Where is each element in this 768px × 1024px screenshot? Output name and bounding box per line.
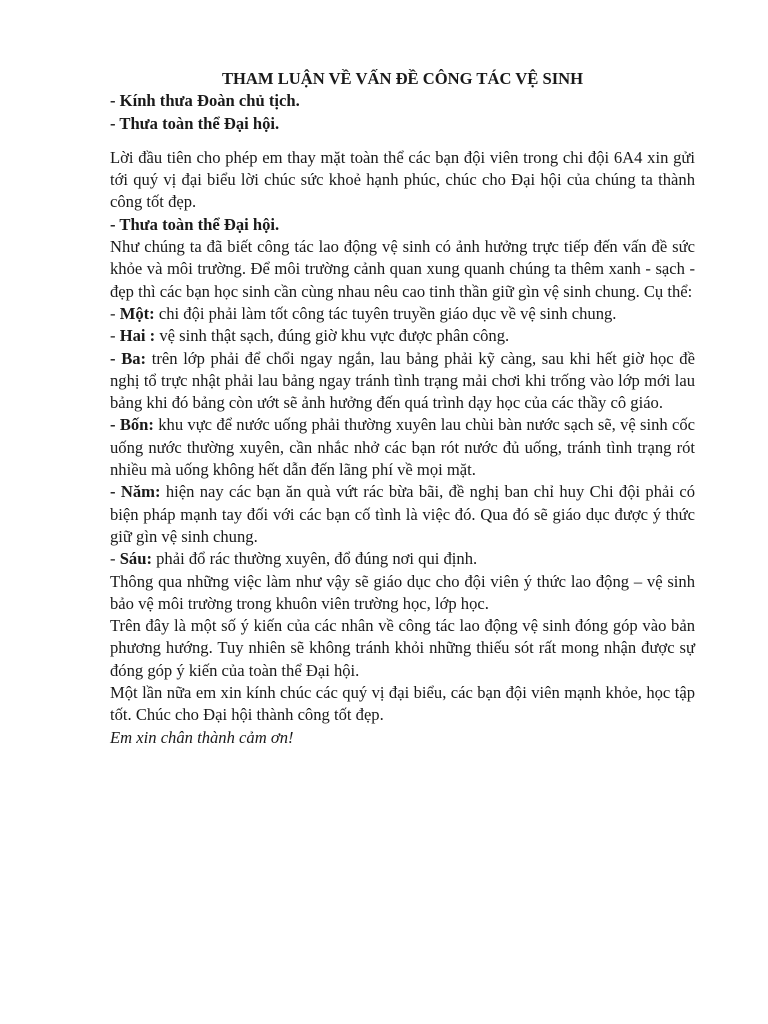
- greeting-congress-2: - Thưa toàn thể Đại hội.: [110, 214, 280, 234]
- body-paragraph-2: Thông qua những việc làm như vậy sẽ giáo dục cho đội viên ý thức lao động – vệ sinh bảo vệ môi trường trong khuôn viên trường học, lớp học.: [110, 571, 695, 613]
- list-item: - Năm: hiện nay các bạn ăn quà vứt rác bừa bãi, đề nghị ban chỉ huy Chi đội phải có biện pháp mạnh tay đối với các bạn cố tình là việc đó. Qua đó sẽ giáo dục được ý thức giữ gìn vệ sinh chung.: [110, 482, 695, 546]
- list-item-text: phải đổ rác thường xuyên, đổ đúng nơi qui định.: [151, 549, 478, 569]
- list-item-label: Ba:: [121, 348, 147, 368]
- list-item-label: Sáu:: [119, 549, 152, 569]
- list-item: - Ba: trên lớp phải để chổi ngay ngắn, lau bảng phải kỹ càng, sau khi hết giờ học đề nghị tổ trực nhật phải lau bảng ngay tránh tình trạng mải chơi khi trống vào lớp mới lau bảng khi đó bảng còn ướt sẽ ảnh hưởng đến quá trình dạy học của các thầy cô giáo.: [110, 348, 695, 413]
- list-item-text: khu vực để nước uống phải thường xuyên lau chùi bàn nước sạch sẽ, vệ sinh cốc uống nước thường xuyên, cần nhắc nhở các bạn rót nước đủ uống, tránh tình trạng rót nhiều mà uống không hết dẫn đến lãng phí về mọi mặt.: [110, 415, 695, 480]
- document-title: THAM LUẬN VỀ VẤN ĐỀ CÔNG TÁC VỆ SINH: [221, 69, 584, 88]
- body-paragraph-3: Trên đây là một số ý kiến của các nhân về công tác lao động vệ sinh đóng góp vào bản phương hướng. Tuy nhiên sẽ không tránh khỏi những thiếu sót rất mong nhận được sự đóng góp ý kiến của toàn thể Đại hội.: [110, 616, 695, 680]
- list-item-text: vệ sinh thật sạch, đúng giờ khu vực được phân công.: [155, 326, 510, 346]
- list-item-label: Bốn:: [119, 415, 154, 435]
- list-item-label: Năm:: [120, 482, 161, 502]
- list-item: - Hai : vệ sinh thật sạch, đúng giờ khu vực được phân công.: [110, 326, 510, 346]
- list-item-label: Một:: [119, 303, 155, 323]
- list-item-text: trên lớp phải để chổi ngay ngắn, lau bảng phải kỹ càng, sau khi hết giờ học đề nghị tổ trực nhật phải lau bảng ngay tránh tình trạng mải chơi khi trống vào lớp mới lau bảng khi đó bảng còn ướt sẽ ảnh hưởng đến quá trình dạy học của các thầy cô giáo.: [110, 348, 695, 413]
- list-item: - Một: chi đội phải làm tốt công tác tuyên truyền giáo dục về vệ sinh chung.: [110, 303, 617, 323]
- body-paragraph-4: Một lần nữa em xin kính chúc các quý vị đại biểu, các bạn đội viên mạnh khỏe, học tập tốt. Chúc cho Đại hội thành công tốt đẹp.: [110, 683, 695, 725]
- list-item-text: hiện nay các bạn ăn quà vứt rác bừa bãi, đề nghị ban chỉ huy Chi đội phải có biện pháp mạnh tay đối với các bạn cố tình là việc đó. Qua đó sẽ giáo dục được ý thức giữ gìn vệ sinh chung.: [110, 482, 695, 546]
- paragraph-gap: [110, 135, 695, 147]
- list-item: - Bốn: khu vực để nước uống phải thường xuyên lau chùi bàn nước sạch sẽ, vệ sinh cốc uống nước thường xuyên, cần nhắc nhở các bạn rót nước đủ uống, tránh tình trạng rót nhiều mà uống không hết dẫn đến lãng phí về mọi mặt.: [110, 415, 695, 480]
- list-item-label: Hai :: [119, 326, 156, 346]
- action-list: [110, 303, 695, 571]
- body-paragraph-1: Như chúng ta đã biết công tác lao động vệ sinh có ảnh hưởng trực tiếp đến vấn đề sức khỏe và môi trường. Để môi trường cảnh quan xung quanh chúng ta thêm xanh - sạch - đẹp thì các bạn học sinh cần cùng nhau nêu cao tinh thần giữ gìn vệ sinh chung. Cụ thể:: [110, 237, 695, 301]
- document-page: [110, 68, 695, 749]
- greeting-presidium: - Kính thưa Đoàn chủ tịch.: [110, 91, 300, 111]
- closing-line: Em xin chân thành cảm ơn!: [110, 727, 294, 747]
- intro-paragraph: Lời đầu tiên cho phép em thay mặt toàn thể các bạn đội viên trong chi đội 6A4 xin gửi tới quý vị đại biểu lời chúc sức khoẻ hạnh phúc, chúc cho Đại hội của chúng ta thành công tốt đẹp.: [110, 147, 695, 212]
- list-item: - Sáu: phải đổ rác thường xuyên, đổ đúng nơi qui định.: [110, 549, 478, 569]
- greeting-congress: - Thưa toàn thể Đại hội.: [110, 113, 280, 133]
- list-item-text: chi đội phải làm tốt công tác tuyên truyền giáo dục về vệ sinh chung.: [154, 303, 617, 323]
